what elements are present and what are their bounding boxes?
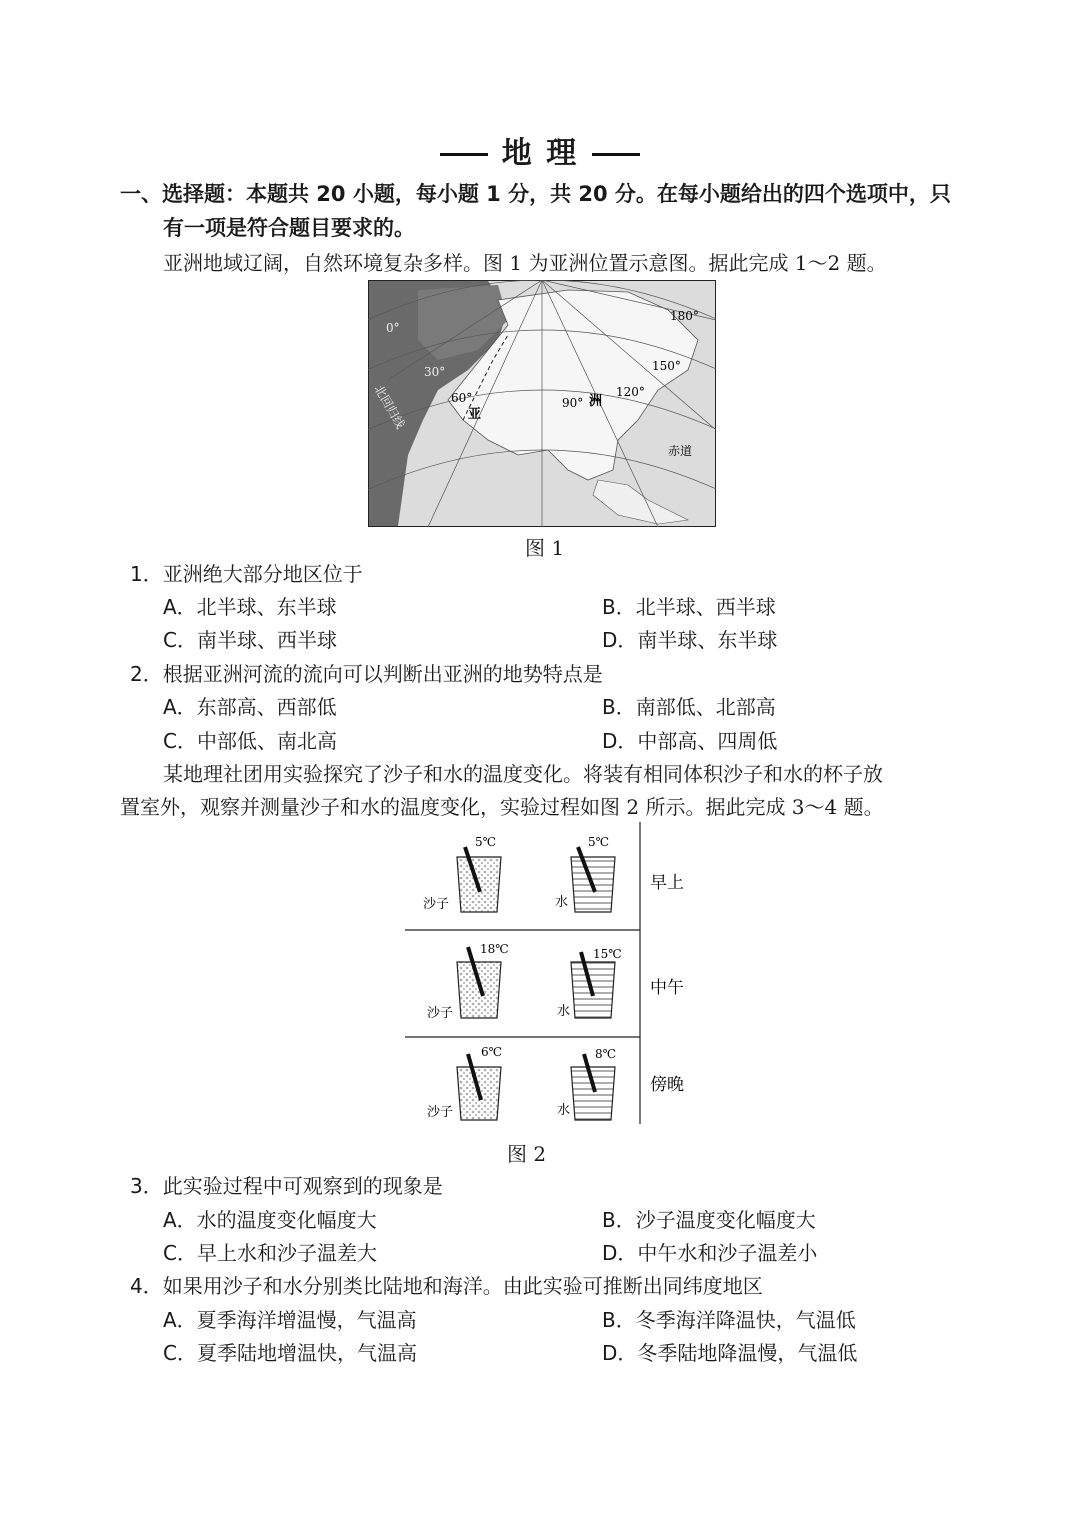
- sand-temp-evening: 6℃: [481, 1045, 503, 1059]
- water-cup-evening: [571, 1067, 615, 1120]
- question-4-option-c[interactable]: C．夏季陆地增温快，气温高: [163, 1341, 417, 1365]
- sand-label-evening: 沙子: [427, 1105, 454, 1120]
- map-label-90: 90°: [562, 396, 584, 410]
- period-label-noon: 中午: [650, 978, 684, 998]
- section-heading-line2: 有一项是符合题目要求的。: [163, 216, 415, 240]
- water-temp-morning: 5℃: [588, 835, 610, 849]
- map-label-180: 180°: [670, 309, 699, 323]
- intro-paragraph-2-line2: 置室外，观察并测量沙子和水的温度变化，实验过程如图 2 所示。据此完成 3～4 题。: [120, 795, 884, 819]
- section-heading-line1: 一、选择题：本题共 20 小题，每小题 1 分，共 20 分。在每小题给出的四个选项中，只: [120, 182, 951, 206]
- question-1-option-a[interactable]: A．北半球、东半球: [163, 595, 337, 619]
- sand-temp-noon: 18℃: [480, 942, 509, 956]
- map-label-60: 60°: [451, 391, 473, 405]
- figure-2-experiment: [405, 822, 695, 1127]
- figure-2-caption: 图 2: [507, 1142, 547, 1166]
- row-evening: [427, 1045, 684, 1120]
- question-1-stem: 1．亚洲绝大部分地区位于: [130, 562, 363, 586]
- question-2-option-a[interactable]: A．东部高、西部低: [163, 695, 337, 719]
- question-3-option-a[interactable]: A．水的温度变化幅度大: [163, 1208, 377, 1232]
- row-noon: [427, 942, 684, 1021]
- question-4-stem: 4．如果用沙子和水分别类比陆地和海洋。由此实验可推断出同纬度地区: [130, 1274, 763, 1298]
- water-label-morning: 水: [555, 895, 569, 910]
- question-4-option-b[interactable]: B．冬季海洋降温快，气温低: [602, 1308, 856, 1332]
- question-3-option-b[interactable]: B．沙子温度变化幅度大: [602, 1208, 816, 1232]
- question-2-stem: 2．根据亚洲河流的流向可以判断出亚洲的地势特点是: [130, 662, 603, 686]
- map-label-equator: 赤道: [668, 444, 693, 458]
- map-label-0: 0°: [386, 321, 400, 335]
- water-temp-evening: 8℃: [595, 1047, 617, 1061]
- page-title: [0, 128, 1080, 172]
- sand-label-morning: 沙子: [423, 897, 450, 912]
- question-2-option-b[interactable]: B．南部低、北部高: [602, 695, 776, 719]
- intro-paragraph-1: 亚洲地域辽阔，自然环境复杂多样。图 1 为亚洲位置示意图。据此完成 1～2 题。: [163, 251, 887, 275]
- map-label-30: 30°: [424, 365, 446, 379]
- question-3-option-d[interactable]: D．中午水和沙子温差小: [602, 1241, 818, 1265]
- asia-map-svg: [368, 280, 716, 527]
- row-morning: [423, 835, 684, 912]
- experiment-svg: [405, 822, 695, 1127]
- map-label-tropic: 北回归线: [371, 382, 408, 432]
- water-label-noon: 水: [557, 1004, 571, 1019]
- period-label-morning: 早上: [650, 873, 684, 893]
- title-text: 地 理: [501, 136, 579, 171]
- question-3-option-c[interactable]: C．早上水和沙子温差大: [163, 1241, 377, 1265]
- title-dash-left: [440, 153, 488, 156]
- question-4-option-a[interactable]: A．夏季海洋增温慢，气温高: [163, 1308, 417, 1332]
- figure-1-caption: 图 1: [525, 536, 565, 560]
- question-2-option-d[interactable]: D．中部高、四周低: [602, 729, 778, 753]
- sand-cup-noon: [457, 962, 501, 1018]
- title-dash-right: [592, 153, 640, 156]
- map-label-150: 150°: [652, 359, 681, 373]
- figure-1-asia-map: [368, 280, 716, 527]
- question-1-option-c[interactable]: C．南半球、西半球: [163, 628, 337, 652]
- period-label-evening: 傍晚: [650, 1075, 684, 1095]
- sand-temp-morning: 5℃: [475, 835, 497, 849]
- question-2-option-c[interactable]: C．中部低、南北高: [163, 729, 337, 753]
- sand-label-noon: 沙子: [427, 1006, 454, 1021]
- question-1-option-d[interactable]: D．南半球、东半球: [602, 628, 778, 652]
- map-label-ya: 亚: [468, 407, 482, 422]
- question-4-option-d[interactable]: D．冬季陆地降温慢，气温低: [602, 1341, 858, 1365]
- map-label-120: 120°: [616, 385, 645, 399]
- water-temp-noon: 15℃: [593, 947, 622, 961]
- water-label-evening: 水: [557, 1103, 571, 1118]
- intro-paragraph-2-line1: 某地理社团用实验探究了沙子和水的温度变化。将装有相同体积沙子和水的杯子放: [163, 762, 883, 786]
- map-label-zhou: 洲: [589, 394, 603, 409]
- question-3-stem: 3．此实验过程中可观察到的现象是: [130, 1174, 443, 1198]
- question-1-option-b[interactable]: B．北半球、西半球: [602, 595, 776, 619]
